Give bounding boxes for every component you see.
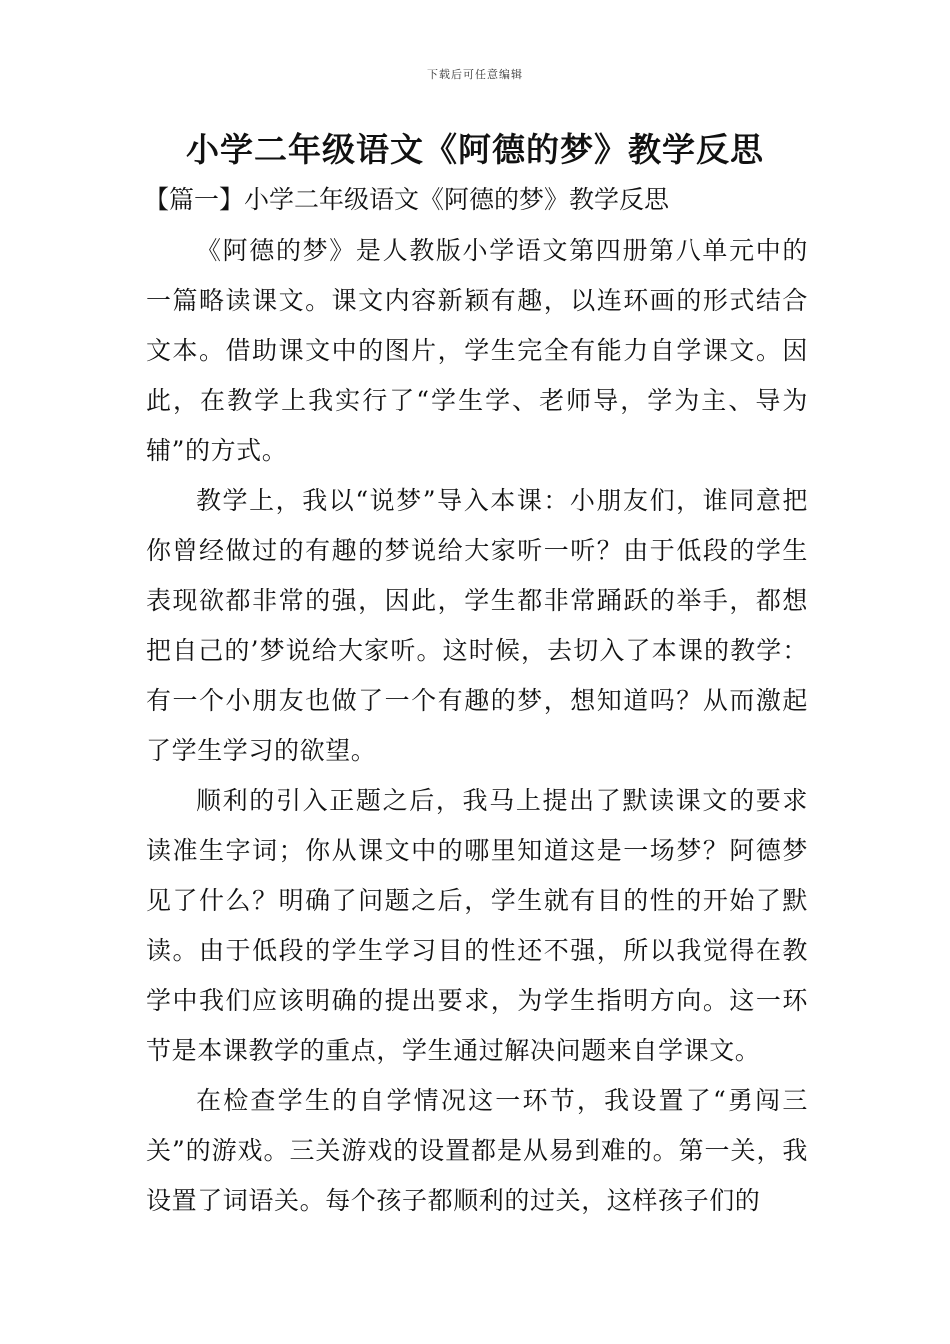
section-heading: 【篇一】小学二年级语文《阿德的梦》教学反思 (144, 185, 670, 214)
paragraph-4: 在检查学生的自学情况这一环节，我设置了“勇闯三关”的游戏。三关游戏的设置都是从易到难的。第一关，我设置了词语关。每个孩子都顺利的过关，这样孩子们的 (146, 1086, 808, 1215)
paragraph-1: 《阿德的梦》是人教版小学语文第四册第八单元中的一篇略读课文。课文内容新颖有趣，以连环画的形式结合文本。借助课文中的图片，学生完全有能力自学课文。因此，在教学上我实行了“学生学、老师导，学为主、导为辅”的方式。 (146, 236, 808, 465)
document-title: 小学二年级语文《阿德的梦》教学反思 (186, 130, 764, 169)
page-header-note: 下载后可任意编辑 (427, 68, 523, 81)
document-body (146, 226, 808, 1226)
paragraph-2: 教学上，我以“说梦”导入本课：小朋友们，谁同意把你曾经做过的有趣的梦说给大家听一听？由于低段的学生表现欲都非常的强，因此，学生都非常踊跃的举手，都想把自己的’梦说给大家听。这时候，去切入了本课的教学：有一个小朋友也做了一个有趣的梦，想知道吗？从而激起了学生学习的欲望。 (146, 486, 808, 765)
paragraph-3: 顺利的引入正题之后，我马上提出了默读课文的要求读准生字词；你从课文中的哪里知道这是一场梦？阿德梦见了什么？明确了问题之后，学生就有目的性的开始了默读。由于低段的学生学习目的性还不强，所以我觉得在教学中我们应该明确的提出要求，为学生指明方向。这一环节是本课教学的重点，学生通过解决问题来自学课文。 (146, 786, 808, 1065)
